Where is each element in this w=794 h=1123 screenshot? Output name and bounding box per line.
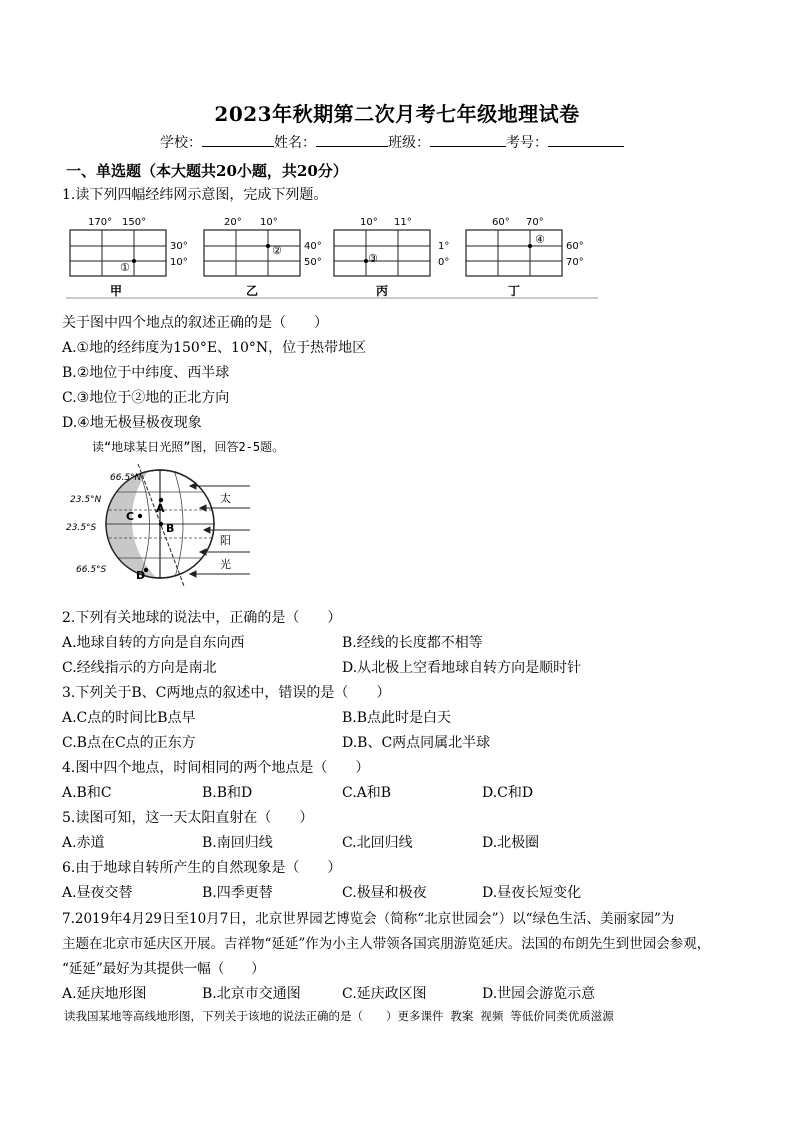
q1-option-c[interactable]: C.③地位于②地的正北方向 [62, 390, 230, 406]
q4-option-b[interactable]: B.B和D [202, 785, 253, 801]
q3-option-c[interactable]: C.B点在C点的正东方 [62, 735, 196, 751]
q7-line-2: 主题在北京市延庆区开展。吉祥物“延延”作为小主人带领各国宾朋游览延庆。法国的布朗先生到世园会参观， [62, 936, 711, 952]
q6-option-a[interactable]: A.昼夜交替 [62, 885, 133, 901]
grid-yi-label: 乙 [246, 284, 259, 298]
exam-no-label: 考号： [506, 135, 548, 151]
grid-yi-right-1: 40° [304, 241, 322, 252]
name-blank[interactable] [316, 132, 388, 147]
grid-jia-top-2: 150° [122, 217, 147, 228]
q1-option-a[interactable]: A.①地的经纬度为150°E、10°N，位于热带地区 [62, 340, 367, 356]
q2-option-a[interactable]: A.地球自转的方向是自东向西 [62, 635, 245, 651]
footer-note: 读我国某地等高线地形图，下列关于该地的说法正确的是（ ）更多课件 教案 视频 等低价同类优质滋源 [64, 1009, 614, 1023]
grid-yi-top-2: 10° [260, 217, 278, 228]
point-d: D [136, 569, 146, 582]
q4-option-d[interactable]: D.C和D [482, 785, 534, 801]
q5-option-c[interactable]: C.北回归线 [342, 835, 413, 851]
class-blank[interactable] [430, 132, 506, 147]
page-title: 2023年秋期第二次月考七年级地理试卷 [214, 102, 580, 126]
grid-yi-right-2: 50° [304, 257, 322, 268]
q1-question: 关于图中四个地点的叙述正确的是（ ） [62, 315, 328, 331]
q6-stem: 6.由于地球自转所产生的自然现象是（ ） [62, 860, 342, 876]
q2-option-c[interactable]: C.经线指示的方向是南北 [62, 660, 217, 676]
q5-option-b[interactable]: B.南回归线 [202, 835, 273, 851]
grid-ding-right-1: 60° [566, 241, 584, 252]
grid-jia-marker: ① [120, 261, 130, 274]
grid-ding-top-2: 70° [526, 217, 544, 228]
grid-yi-marker: ② [272, 244, 282, 257]
point-a: A [156, 502, 165, 515]
grid-ding-marker: ④ [535, 233, 545, 246]
school-label: 学校： [160, 135, 202, 151]
q6-option-c[interactable]: C.极昼和极夜 [342, 885, 427, 901]
sun-text-1: 太 [220, 492, 231, 505]
q7-option-a[interactable]: A.延庆地形图 [62, 986, 147, 1002]
q7-option-b[interactable]: B.北京市交通图 [202, 986, 301, 1002]
class-label: 班级： [388, 135, 430, 151]
q1-option-d[interactable]: D.④地无极昼极夜现象 [62, 415, 202, 431]
lat-label-23n: 23.5°N [70, 495, 102, 505]
q7-option-d[interactable]: D.世园会游览示意 [482, 986, 596, 1002]
grid-bing-marker: ③ [368, 252, 378, 265]
q3-option-b[interactable]: B.B点此时是白天 [342, 710, 452, 726]
grid-ding-right-2: 70° [566, 257, 584, 268]
grid-jia-label: 甲 [110, 284, 123, 298]
lat-label-66s: 66.5°S [76, 565, 107, 575]
q2-option-b[interactable]: B.经线的长度都不相等 [342, 635, 483, 651]
grid-bing-top-1: 10° [360, 217, 378, 228]
read-note: 读“地球某日光照”图，回答2-5题。 [92, 440, 285, 454]
lat-label-23s: 23.5°S [66, 523, 97, 533]
q3-option-a[interactable]: A.C点的时间比B点早 [62, 710, 196, 726]
point-b: B [166, 522, 175, 535]
point-c: C [126, 510, 135, 523]
sun-text-2: 阳 [220, 534, 231, 547]
q6-option-d[interactable]: D.昼夜长短变化 [482, 885, 582, 901]
grid-jia-right-1: 30° [170, 241, 188, 252]
q4-stem: 4.图中四个地点，时间相同的两个地点是（ ） [62, 760, 370, 776]
q4-option-a[interactable]: A.B和C [62, 785, 112, 801]
q5-option-a[interactable]: A.赤道 [62, 835, 105, 851]
q5-stem: 5.读图可知，这一天太阳直射在（ ） [62, 810, 314, 826]
q7-option-c[interactable]: C.延庆政区图 [342, 986, 427, 1002]
q1-option-b[interactable]: B.②地位于中纬度、西半球 [62, 365, 230, 381]
grid-bing-label: 丙 [376, 284, 389, 298]
q2-stem: 2.下列有关地球的说法中，正确的是（ ） [62, 610, 342, 626]
grid-ding-label: 丁 [508, 284, 521, 298]
q7-line-1: 7.2019年4月29日至10月7日，北京世界园艺博览会（简称“北京世园会”）以“绿色生活、美丽家园”为 [62, 911, 675, 927]
grid-jia-top-1: 170° [88, 217, 113, 228]
sun-text-3: 光 [220, 558, 231, 571]
q6-option-b[interactable]: B.四季更替 [202, 885, 273, 901]
q3-stem: 3.下列关于B、C两地点的叙述中，错误的是（ ） [62, 685, 391, 701]
earth-illumination-figure [64, 462, 254, 594]
grid-ding-top-1: 60° [492, 217, 510, 228]
grid-yi-top-1: 20° [224, 217, 242, 228]
grid-bing-right-2: 0° [438, 257, 450, 268]
name-label: 姓名： [274, 135, 316, 151]
q3-option-d[interactable]: D.B、C两点同属北半球 [342, 735, 491, 751]
grid-jia-right-2: 10° [170, 257, 188, 268]
grid-bing-top-2: 11° [394, 217, 412, 228]
exam-no-blank[interactable] [548, 132, 624, 147]
grid-bing-right-1: 1° [438, 241, 450, 252]
lat-label-66n: 66.5°N [110, 473, 142, 483]
section-header: 一、单选题（本大题共20小题，共20分） [66, 162, 348, 180]
q7-line-3: “延延”最好为其提供一幅（ ） [62, 961, 265, 977]
student-info-line [160, 132, 624, 152]
q2-option-d[interactable]: D.从北极上空看地球自转方向是顺时针 [342, 660, 582, 676]
school-blank[interactable] [202, 132, 274, 147]
q1-stem: 1.读下列四幅经纬网示意图，完成下列题。 [62, 187, 328, 203]
lat-long-grid-figure [64, 206, 600, 300]
q5-option-d[interactable]: D.北极圈 [482, 835, 540, 851]
q4-option-c[interactable]: C.A和B [342, 785, 392, 801]
